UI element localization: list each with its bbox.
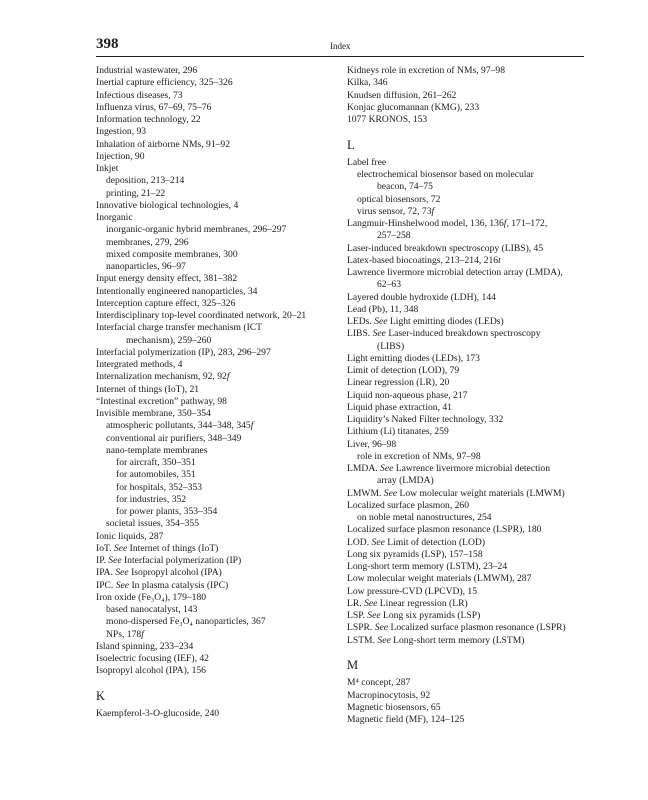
index-entry: Intergrated methods, 4 [96,359,183,370]
index-entry-continuation: array (LMDA) [377,475,434,487]
index-subentry: printing, 21–22 [106,187,166,199]
index-subentry: electrochemical biosensor based on molecular [357,169,534,180]
index-entry: Latex-based biocoatings, 213–214, 216t [347,254,501,266]
index-entry: Kaempferol-3-O-glucoside, 240 [96,708,220,719]
index-entry: Industrial wastewater, 296 [96,65,198,76]
index-subentry: for aircraft, 350–351 [116,457,196,468]
index-entry: LSTM. See Long-short term memory (LSTM) [347,634,525,646]
index-entry: Magnetic field (MF), 124–125 [347,714,465,725]
index-entry-continuation: 62–63 [377,279,401,291]
index-entry: IP. See Interfacial polymerization (IP) [96,555,242,566]
index-subentry: optical biosensors, 72 [357,193,441,205]
index-entry: Isoelectric focusing (IEF), 42 [96,653,209,664]
index-entry: Kilka, 346 [347,77,388,89]
index-entry: Ingestion, 93 [96,126,147,138]
running-head: Index [330,41,351,51]
index-entry: Lawrence livermore microbial detection array (LMDA), [347,267,563,278]
index-entry: LOD. See Limit of detection (LOD) [347,536,486,548]
index-entry: LMDA. See Lawrence livermore microbial detection [347,463,550,474]
index-entry: Information technology, 22 [96,114,201,125]
index-entry: Liver, 96–98 [347,438,397,450]
index-subentry: nanoparticles, 96–97 [106,261,186,272]
index-entry-continuation: beacon, 74–75 [377,181,433,193]
index-entry: Inkjet [96,163,119,174]
index-entry: Kidneys role in excretion of NMs, 97–98 [347,65,506,76]
page-number: 398 [96,36,119,52]
index-entry: “Intestinal excretion” pathway, 98 [96,395,227,407]
index-entry: Langmuir-Hinshelwood model, 136, 136f, 171–172, [347,218,548,229]
index-subentry: nano-template membranes [106,444,208,456]
index-entry: Macropinocytosis, 92 [347,689,431,701]
index-subentry: mono-dispersed Fe₃O₄ nanoparticles, 367 [106,616,266,628]
index-entry: Long-short term memory (LSTM), 23–24 [347,561,508,572]
index-subentry: atmospheric pollutants, 344–348, 345f [106,420,254,432]
index-entry: LSP. See Long six pyramids (LSP) [347,610,481,621]
index-entry: Low pressure-CVD (LPCVD), 15 [347,585,478,597]
index-subentry: conventional air purifiers, 348–349 [106,432,242,444]
index-column-right [347,65,587,726]
index-entry: Internalization mechanism, 92, 92f [96,371,230,383]
index-entry: LIBS. See Laser-induced breakdown spectroscopy [347,328,541,340]
index-entry: Konjac glucomannan (KMG), 233 [347,101,480,113]
index-entry-continuation: 257–258 [377,230,411,242]
index-subentry: mixed composite membranes, 300 [106,248,238,260]
index-entry: Iron oxide (Fe₃O₄), 179–180 [96,591,207,603]
index-subentry: NPs, 178f [106,628,144,640]
index-entry: Liquid phase extraction, 41 [347,401,452,413]
index-subentry: role in excretion of NMs, 97–98 [357,450,481,462]
index-entry: Label free [347,156,387,168]
index-column-left [96,65,336,720]
index-entry: Island spinning, 233–234 [96,640,194,652]
index-entry: Internet of things (IoT), 21 [96,383,200,395]
index-subentry: virus sensor, 72, 73f [357,205,435,217]
index-entry: IPC. See In plasma catalysis (IPC) [96,579,229,591]
index-entry: 1077 KRONOS, 153 [347,114,428,125]
index-entry: Ionic liquids, 287 [96,530,164,542]
index-entry: Injection, 90 [96,150,145,162]
index-entry: Magnetic biosensors, 65 [347,701,441,713]
index-entry: Influenza virus, 67–69, 75–76 [96,101,212,113]
index-entry: Layered double hydroxide (LDH), 144 [347,291,496,303]
index-subentry: deposition, 213–214 [106,175,185,187]
index-entry: Lead (Pb), 11, 348 [347,303,419,315]
index-subentry: for automobiles, 351 [116,469,196,481]
index-entry: Limit of detection (LOD), 79 [347,365,460,376]
index-entry-continuation: (LIBS) [377,340,405,352]
index-entry: Innovative biological technologies, 4 [96,199,239,211]
index-entry: Input energy density effect, 381–382 [96,273,238,285]
index-entry: LMWM. See Low molecular weight materials (LMWM) [347,487,565,499]
section-letter-heading: L [347,137,355,152]
index-entry: Linear regression (LR), 20 [347,377,450,389]
index-entry: Inorganic [96,212,133,223]
index-subentry: based nanocatalyst, 143 [106,604,198,615]
section-letter-heading: K [96,688,106,703]
index-entry: Long six pyramids (LSP), 157–158 [347,548,483,560]
index-entry: Interception capture effect, 325–326 [96,297,236,309]
index-subentry: for power plants, 353–354 [116,506,218,517]
index-entry: LSPR. See Localized surface plasmon resonance (LSPR) [347,622,566,634]
index-entry: Liquid non-aqueous phase, 217 [347,389,468,401]
index-entry: IPA. See Isopropyl alcohol (IPA) [96,567,222,579]
index-entry: Localized surface plasmon, 260 [347,499,470,511]
index-entry: Localized surface plasmon resonance (LSPR), 180 [347,524,542,536]
index-subentry: for hospitals, 352–353 [116,481,203,493]
index-entry: Interfacial polymerization (IP), 283, 296–297 [96,346,271,358]
header-rule [96,56,584,57]
section-letter-heading: M [347,658,359,672]
index-entry: Light emitting diodes (LEDs), 173 [347,352,480,364]
index-entry: Knudsen diffusion, 261–262 [347,89,457,101]
index-entry: Infectious diseases, 73 [96,89,183,101]
index-entry: M⁴ concept, 287 [347,677,411,689]
index-entry: Isopropyl alcohol (IPA), 156 [96,665,206,677]
index-entry: Laser-induced breakdown spectroscopy (LIBS), 45 [347,242,544,254]
index-entry: Invisible membrane, 350–354 [96,408,211,419]
index-entry: Liquidity’s Naked Filter technology, 332 [347,414,504,425]
index-subentry: membranes, 279, 296 [106,236,189,248]
index-entry-continuation: mechanism), 259–260 [126,334,212,346]
index-subentry: for industries, 352 [116,493,187,505]
index-entry: Lithium (Li) titanates, 259 [347,426,449,438]
index-entry: Low molecular weight materials (LMWM), 287 [347,573,532,585]
index-entry: Interfacial charge transfer mechanism (ICT [96,322,263,334]
index-entry: Inhalation of airborne NMs, 91–92 [96,138,231,150]
index-entry: IoT. See Internet of things (IoT) [96,542,219,554]
index-entry: Intentionally engineered nanoparticles, 34 [96,285,258,297]
index-entry: Inertial capture efficiency, 325–326 [96,77,233,89]
index-entry: Interdisciplinary top-level coordinated network, 20–21 [96,310,307,321]
index-entry: LR. See Linear regression (LR) [347,597,468,609]
index-subentry: on noble metal nanostructures, 254 [357,512,492,523]
index-subentry: societal issues, 354–355 [106,518,199,530]
index-subentry: inorganic-organic hybrid membranes, 296–297 [106,224,287,236]
index-entry: LEDs. See Light emitting diodes (LEDs) [347,316,504,327]
